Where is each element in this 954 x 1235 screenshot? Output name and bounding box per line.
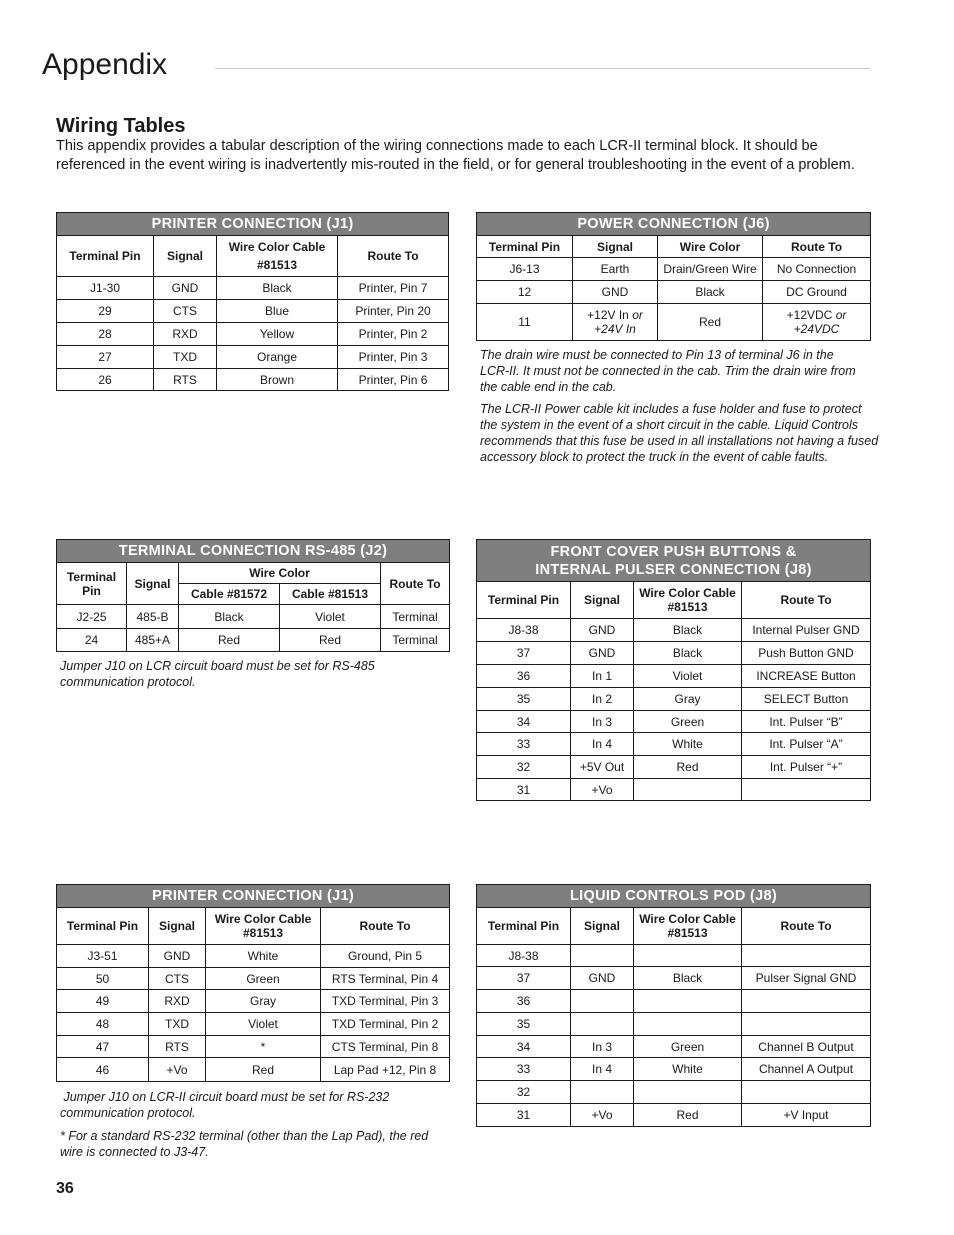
table-cell: 48 xyxy=(57,1013,149,1036)
table-cell: Int. Pulser “A” xyxy=(742,733,871,756)
column-header: Route To xyxy=(381,563,450,605)
table-row xyxy=(477,945,871,967)
table-row xyxy=(477,990,871,1013)
table-cell: Black xyxy=(634,967,742,990)
column-header: Wire Color Cable #81513 xyxy=(634,582,742,619)
table-cell xyxy=(634,1081,742,1104)
table-cell: Printer, Pin 3 xyxy=(338,346,449,369)
table-cell: In 2 xyxy=(571,688,634,711)
table-cell: Black xyxy=(217,277,338,300)
table-cell: 485+A xyxy=(127,629,179,652)
route-or: or xyxy=(835,308,847,322)
table-cell: 46 xyxy=(57,1058,149,1082)
column-header: Signal xyxy=(127,563,179,605)
table-cell: GND xyxy=(149,945,206,968)
table-cell: GND xyxy=(571,619,634,642)
table-cell: J1-30 xyxy=(57,277,154,300)
table-cell: +Vo xyxy=(149,1058,206,1082)
table-cell: 29 xyxy=(57,300,154,323)
signal-alternate: +24V In xyxy=(594,322,636,336)
table-row xyxy=(477,688,871,711)
table-cell: 28 xyxy=(57,323,154,346)
column-header: Wire Color xyxy=(658,236,763,258)
table-cell: Printer, Pin 20 xyxy=(338,300,449,323)
table-row xyxy=(477,304,871,341)
table-cell: GND xyxy=(154,277,217,300)
column-header: Wire Color Cable #81513 xyxy=(206,908,321,945)
table-cell: +Vo xyxy=(571,779,634,801)
table-cell xyxy=(571,990,634,1013)
page-number: 36 xyxy=(56,1180,74,1197)
table-cell: TXD xyxy=(154,346,217,369)
printer-connection-j3-table xyxy=(56,884,450,1082)
table-row xyxy=(57,629,450,652)
table-cell: Yellow xyxy=(217,323,338,346)
table-cell: White xyxy=(634,1058,742,1081)
section-heading: Wiring Tables xyxy=(56,115,186,137)
table-row xyxy=(477,733,871,756)
table-row xyxy=(57,277,449,300)
table-row xyxy=(57,1013,450,1036)
table-cell xyxy=(571,1013,634,1036)
table-cell: +Vo xyxy=(571,1104,634,1127)
table-cell: Int. Pulser “+” xyxy=(742,756,871,779)
table-cell xyxy=(571,945,634,967)
table-cell xyxy=(742,945,871,967)
table-cell xyxy=(634,990,742,1013)
table-row xyxy=(57,990,450,1013)
table-cell: RXD xyxy=(154,323,217,346)
table-cell: No Connection xyxy=(763,258,871,281)
table-cell: Brown xyxy=(217,369,338,391)
table-cell: In 4 xyxy=(571,1058,634,1081)
table-cell: In 1 xyxy=(571,665,634,688)
table-cell xyxy=(634,779,742,801)
table-cell: Black xyxy=(634,619,742,642)
column-header: Signal xyxy=(571,908,634,945)
table-cell: 485-B xyxy=(127,605,179,629)
table-cell: TXD xyxy=(149,1013,206,1036)
table-cell xyxy=(742,779,871,801)
table-cell: 49 xyxy=(57,990,149,1013)
table-cell: Gray xyxy=(206,990,321,1013)
table-cell: J2-25 xyxy=(57,605,127,629)
table-cell xyxy=(634,945,742,967)
table-cell: Orange xyxy=(217,346,338,369)
table-cell: GND xyxy=(573,281,658,304)
table-cell: 34 xyxy=(477,711,571,733)
table-cell xyxy=(742,1013,871,1036)
table-cell: Blue xyxy=(217,300,338,323)
terminal-connection-rs485-j2-table xyxy=(56,539,450,652)
column-header: Route To xyxy=(763,236,871,258)
table-cell: INCREASE Button xyxy=(742,665,871,688)
column-header: Terminal Pin xyxy=(477,236,573,258)
table-cell: RTS Terminal, Pin 4 xyxy=(321,968,450,990)
table-row xyxy=(477,665,871,688)
table-cell: 33 xyxy=(477,1058,571,1081)
table-cell: Terminal xyxy=(381,605,450,629)
table-cell: 26 xyxy=(57,369,154,391)
table-row xyxy=(57,605,450,629)
table-cell: CTS Terminal, Pin 8 xyxy=(321,1036,450,1058)
table-cell: Green xyxy=(206,968,321,990)
table-cell: 31 xyxy=(477,779,571,801)
table-cell: J3-51 xyxy=(57,945,149,968)
column-header: Terminal Pin xyxy=(57,236,154,277)
table-row xyxy=(57,323,449,346)
table-cell: RTS xyxy=(154,369,217,391)
table-cell: Push Button GND xyxy=(742,642,871,665)
table-cell: Printer, Pin 7 xyxy=(338,277,449,300)
table-cell: Green xyxy=(634,711,742,733)
column-header: Signal xyxy=(573,236,658,258)
table-row xyxy=(477,967,871,990)
fuse-note: The LCR-II Power cable kit includes a fuse holder and fuse to protect the system in the event of a short circuit in the cable. Liquid Controls recommends that this fuse be used in all installations not having a fused accessory block to protect the truck in the event of cable faults. xyxy=(480,402,879,464)
table-cell: Black xyxy=(634,642,742,665)
route-primary: +12VDC xyxy=(786,308,833,322)
rs232-jumper-note: Jumper J10 on LCR-II circuit board must be set for RS-232 communication protocol. xyxy=(60,1090,393,1120)
table-cell: RXD xyxy=(149,990,206,1013)
column-header: Route To xyxy=(338,236,449,277)
table-cell: 47 xyxy=(57,1036,149,1058)
table-cell xyxy=(763,304,871,341)
table-cell: Earth xyxy=(573,258,658,281)
table-cell: CTS xyxy=(154,300,217,323)
table-cell: Channel A Output xyxy=(742,1058,871,1081)
column-header: Route To xyxy=(742,908,871,945)
table-title-line: FRONT COVER PUSH BUTTONS & xyxy=(550,543,797,560)
table-cell: 35 xyxy=(477,1013,571,1036)
drain-wire-note: The drain wire must be connected to Pin 13 of terminal J6 in the LCR-II. It must not be connected in the cab. Trim the drain wire from the cable end in the cab. xyxy=(480,348,856,394)
table-cell: Violet xyxy=(280,605,381,629)
table-cell xyxy=(634,1013,742,1036)
table-cell: 33 xyxy=(477,733,571,756)
column-header: Signal xyxy=(149,908,206,945)
table-cell: 12 xyxy=(477,281,573,304)
table-cell: GND xyxy=(571,967,634,990)
signal-primary: +12V In xyxy=(587,308,629,322)
table-cell: GND xyxy=(571,642,634,665)
column-header: Wire Color xyxy=(179,563,381,584)
table-row xyxy=(477,779,871,801)
column-header: Signal xyxy=(154,236,217,277)
table-row xyxy=(477,1058,871,1081)
table-cell: TXD Terminal, Pin 2 xyxy=(321,1013,450,1036)
table-cell: Int. Pulser “B” xyxy=(742,711,871,733)
table-row xyxy=(57,346,449,369)
table-row xyxy=(57,1036,450,1058)
table-cell: Red xyxy=(179,629,280,652)
table-row xyxy=(477,281,871,304)
table-cell: RTS xyxy=(149,1036,206,1058)
table-cell: Red xyxy=(206,1058,321,1082)
column-header: Terminal Pin xyxy=(57,908,149,945)
table-row xyxy=(477,642,871,665)
table-cell: 36 xyxy=(477,665,571,688)
table-row xyxy=(57,968,450,990)
table-cell: 31 xyxy=(477,1104,571,1127)
table-cell: Violet xyxy=(634,665,742,688)
column-header: Cable #81513 xyxy=(280,584,381,605)
table-cell: White xyxy=(634,733,742,756)
table-cell: Black xyxy=(658,281,763,304)
column-header: Signal xyxy=(571,582,634,619)
rs485-jumper-note: Jumper J10 on LCR circuit board must be set for RS-485 communication protocol. xyxy=(60,659,375,689)
table-cell xyxy=(573,304,658,341)
table-cell: Gray xyxy=(634,688,742,711)
table-row xyxy=(477,1036,871,1058)
column-header: Cable #81572 xyxy=(179,584,280,605)
table-cell: 32 xyxy=(477,756,571,779)
table-cell: Lap Pad +12, Pin 8 xyxy=(321,1058,450,1082)
liquid-controls-pod-j8-table xyxy=(476,884,871,1127)
rs232-terminal-note: * For a standard RS-232 terminal (other than the Lap Pad), the red wire is connected to J3-47. xyxy=(60,1129,429,1159)
table-row xyxy=(477,711,871,733)
table-cell xyxy=(571,1081,634,1104)
table-title: TERMINAL CONNECTION RS-485 (J2) xyxy=(57,540,450,563)
table-cell: 36 xyxy=(477,990,571,1013)
column-header: Route To xyxy=(321,908,450,945)
table-row xyxy=(477,619,871,642)
table-row xyxy=(477,1081,871,1104)
table-cell: Pulser Signal GND xyxy=(742,967,871,990)
front-cover-pulser-j8-table xyxy=(476,539,871,801)
table-row xyxy=(57,1058,450,1082)
route-alternate: +24VDC xyxy=(793,322,840,336)
table-cell: In 3 xyxy=(571,711,634,733)
table-cell: SELECT Button xyxy=(742,688,871,711)
table-row xyxy=(477,756,871,779)
printer-connection-j1-table xyxy=(56,212,449,391)
column-header: Wire Color Cable #81513 xyxy=(217,236,338,277)
table-cell: Red xyxy=(280,629,381,652)
page-title: Appendix xyxy=(42,48,168,81)
table-cell: J6-13 xyxy=(477,258,573,281)
table-cell: J8-38 xyxy=(477,945,571,967)
table-cell xyxy=(742,1081,871,1104)
table-cell: 37 xyxy=(477,642,571,665)
table-cell: 32 xyxy=(477,1081,571,1104)
table-cell: Internal Pulser GND xyxy=(742,619,871,642)
table-title xyxy=(477,540,871,582)
table-cell: DC Ground xyxy=(763,281,871,304)
column-header: Terminal Pin xyxy=(57,563,127,605)
table-cell: Black xyxy=(179,605,280,629)
signal-or: or xyxy=(632,308,643,322)
table-cell: Terminal xyxy=(381,629,450,652)
column-header: Route To xyxy=(742,582,871,619)
table-cell: 50 xyxy=(57,968,149,990)
table-cell: Ground, Pin 5 xyxy=(321,945,450,968)
table-cell: TXD Terminal, Pin 3 xyxy=(321,990,450,1013)
table-title: POWER CONNECTION (J6) xyxy=(477,213,871,236)
power-connection-j6-table xyxy=(476,212,871,341)
column-header: Terminal Pin xyxy=(477,908,571,945)
table-title: PRINTER CONNECTION (J1) xyxy=(57,885,450,908)
title-divider xyxy=(215,68,870,69)
table-cell: 27 xyxy=(57,346,154,369)
column-header: Wire Color Cable #81513 xyxy=(634,908,742,945)
table-row xyxy=(477,1104,871,1127)
table-cell: 37 xyxy=(477,967,571,990)
table-cell: 34 xyxy=(477,1036,571,1058)
table-row xyxy=(57,945,450,968)
table-cell: CTS xyxy=(149,968,206,990)
table-title-line: INTERNAL PULSER CONNECTION (J8) xyxy=(535,561,812,578)
table-row xyxy=(477,258,871,281)
table-cell: In 4 xyxy=(571,733,634,756)
table-cell: White xyxy=(206,945,321,968)
table-cell: Printer, Pin 6 xyxy=(338,369,449,391)
table-cell: 11 xyxy=(477,304,573,341)
table-cell: +V Input xyxy=(742,1104,871,1127)
table-title: PRINTER CONNECTION (J1) xyxy=(57,213,449,236)
table-cell: * xyxy=(206,1036,321,1058)
table-cell: Red xyxy=(634,756,742,779)
table-row xyxy=(57,369,449,391)
table-row xyxy=(57,300,449,323)
table-cell: 35 xyxy=(477,688,571,711)
intro-paragraph: This appendix provides a tabular description of the wiring connections made to each LCR-II terminal block. It should be referenced in the event wiring is inadvertently mis-routed in the field, or for general troubleshooting in the event of a problem. xyxy=(56,138,855,173)
table-cell: Printer, Pin 2 xyxy=(338,323,449,346)
table-cell: In 3 xyxy=(571,1036,634,1058)
table-cell xyxy=(742,990,871,1013)
table-cell: +5V Out xyxy=(571,756,634,779)
table-cell: J8-38 xyxy=(477,619,571,642)
table-cell: Red xyxy=(658,304,763,341)
table-title: LIQUID CONTROLS POD (J8) xyxy=(477,885,871,908)
table-cell: Channel B Output xyxy=(742,1036,871,1058)
table-row xyxy=(477,1013,871,1036)
column-header: Terminal Pin xyxy=(477,582,571,619)
table-cell: Green xyxy=(634,1036,742,1058)
table-cell: Violet xyxy=(206,1013,321,1036)
table-cell: 24 xyxy=(57,629,127,652)
table-cell: Drain/Green Wire xyxy=(658,258,763,281)
table-cell: Red xyxy=(634,1104,742,1127)
